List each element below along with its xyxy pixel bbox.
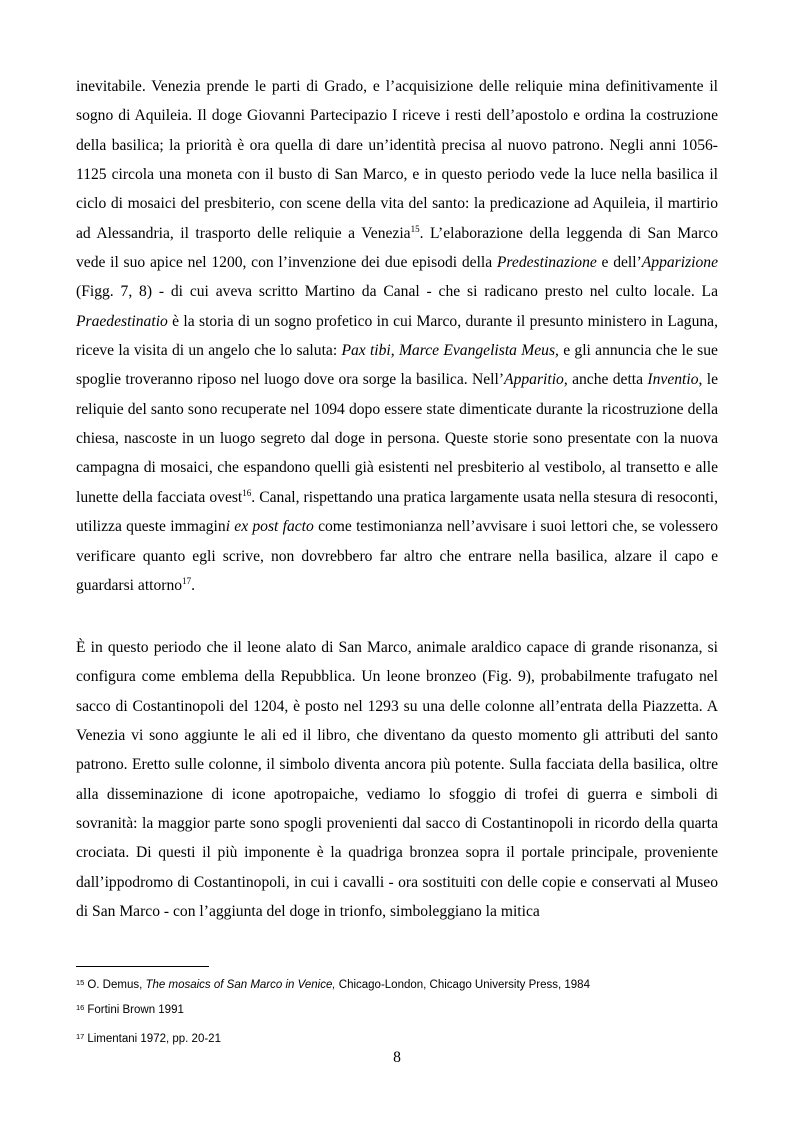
paragraph-text: .	[191, 576, 195, 594]
italic-term: Predestinazione	[496, 254, 597, 272]
paragraph-text: . L’elaborazione della leggenda di San Marco vede il suo apice nel 1200, con l’invenzione dei due episodi della	[76, 224, 718, 272]
paragraph-text: e dell’	[596, 254, 642, 272]
page-number: 8	[393, 1049, 401, 1066]
paragraph-text: è la storia di un sogno profetico in cui Marco, durante il presunto ministero in Laguna, riceve la visita di un angelo che lo saluta:	[76, 312, 718, 360]
footnote-16	[76, 1003, 718, 1017]
footnote-title: The mosaics of San Marco in Venice,	[145, 979, 336, 991]
italic-term: Inventio	[647, 371, 699, 389]
footnote-text: O. Demus,	[87, 979, 146, 991]
footnote-number: 15	[76, 978, 85, 987]
footnote-17	[76, 1032, 718, 1046]
footnote-number: 16	[76, 1003, 85, 1012]
italic-term: Praedestinatio	[76, 312, 168, 330]
paragraph-text: , anche detta	[563, 371, 648, 389]
body-paragraph-1	[76, 72, 718, 600]
paragraph-text: e gli annuncia che le sue spoglie troveranno riposo nel luogo dove ora sorge la basilica. Nell’	[76, 342, 718, 389]
footnote-ref-15[interactable]: 15	[410, 223, 420, 234]
footnote-text: Limentani 1972, pp. 20-21	[87, 1033, 221, 1045]
footnote-ref-17[interactable]: 17	[182, 575, 192, 586]
italic-term: Apparitio	[504, 371, 564, 389]
footnote-text: Fortini Brown 1991	[87, 1004, 184, 1016]
footnote-15	[76, 978, 718, 992]
footnote-separator	[76, 966, 209, 967]
paragraph-text: (Figg. 7, 8) - di cui aveva scritto Martino da Canal - che si radicano presto nel culto locale. La	[76, 283, 718, 301]
paragraph-text: , le reliquie del santo sono recuperate nel 1094 dopo essere state dimenticate durante la ricostruzione della chiesa, nascoste in un luogo segreto dal doge in persona. Queste storie sono presentate con la nuova campagna di mosaici, che espandono quelli già esistenti nel presbiterio al vestibolo, al transetto e alle lunette della facciata ovest	[76, 371, 718, 506]
footnote-text: Chicago-London, Chicago University Press, 1984	[335, 979, 590, 991]
footnote-ref-16[interactable]: 16	[242, 487, 252, 498]
italic-term: Apparizione	[641, 254, 718, 272]
italic-term: i ex post facto	[225, 518, 314, 536]
italic-quote: Pax tibi, Marce Evangelista Meus,	[341, 342, 559, 360]
paragraph-text: . Canal, rispettando una pratica largamente usata nella stesura di resoconti, utilizza queste immagin	[76, 488, 718, 536]
footnote-number: 17	[76, 1032, 85, 1041]
paragraph-text: come testimonianza nell’avvisare i suoi lettori che, se volessero verificare quanto egli scrive, non dovrebbero far altro che entrare nella basilica, alzare il capo e guardarsi attorno	[76, 518, 719, 594]
paragraph-text: inevitabile. Venezia prende le parti di Grado, e l’acquisizione delle reliquie mina definitivamente il sogno di Aquileia. Il doge Giovanni Partecipazio I riceve i resti dell’apostolo e ordina la costruzione della basilica; la priorità è ora quella di dare un’identità precisa al nuovo patrono. Negli anni 1056-1125 circola una moneta con il busto di San Marco, e in questo periodo vede la luce nella basilica il ciclo di mosaici del presbiterio, con scene della vita del santo: la predicazione ad Aquileia, il martirio ad Alessandria, il trasporto delle reliquie a Venezia	[76, 78, 718, 242]
body-paragraph-2: È in questo periodo che il leone alato di San Marco, animale araldico capace di grande risonanza, si configura come emblema della Repubblica. Un leone bronzeo (Fig. 9), probabilmente trafugato nel sacco di Costantinopoli del 1204, è posto nel 1293 su una delle colonne all’entrata della Piazzetta. A Venezia vi sono aggiunte le ali ed il libro, che diventano da questo momento gli attributi del santo patrono. Eretto sulle colonne, il simbolo diventa ancora più potente. Sulla facciata della basilica, oltre alla disseminazione di icone apotropaiche, vediamo lo sfoggio di trofei di guerra e simboli di sovranità: la maggior parte sono spogli provenienti dal sacco di Costantinopoli in ricordo della quarta crociata. Di questi il più imponente è la quadriga bronzea sopra il portale principale, proveniente dall’ippodromo di Costantinopoli, in cui i cavalli - ora sostituiti con delle copie e conservati al Museo di San Marco - con l’aggiunta del doge in trionfo, simboleggiano la mitica	[76, 639, 718, 921]
